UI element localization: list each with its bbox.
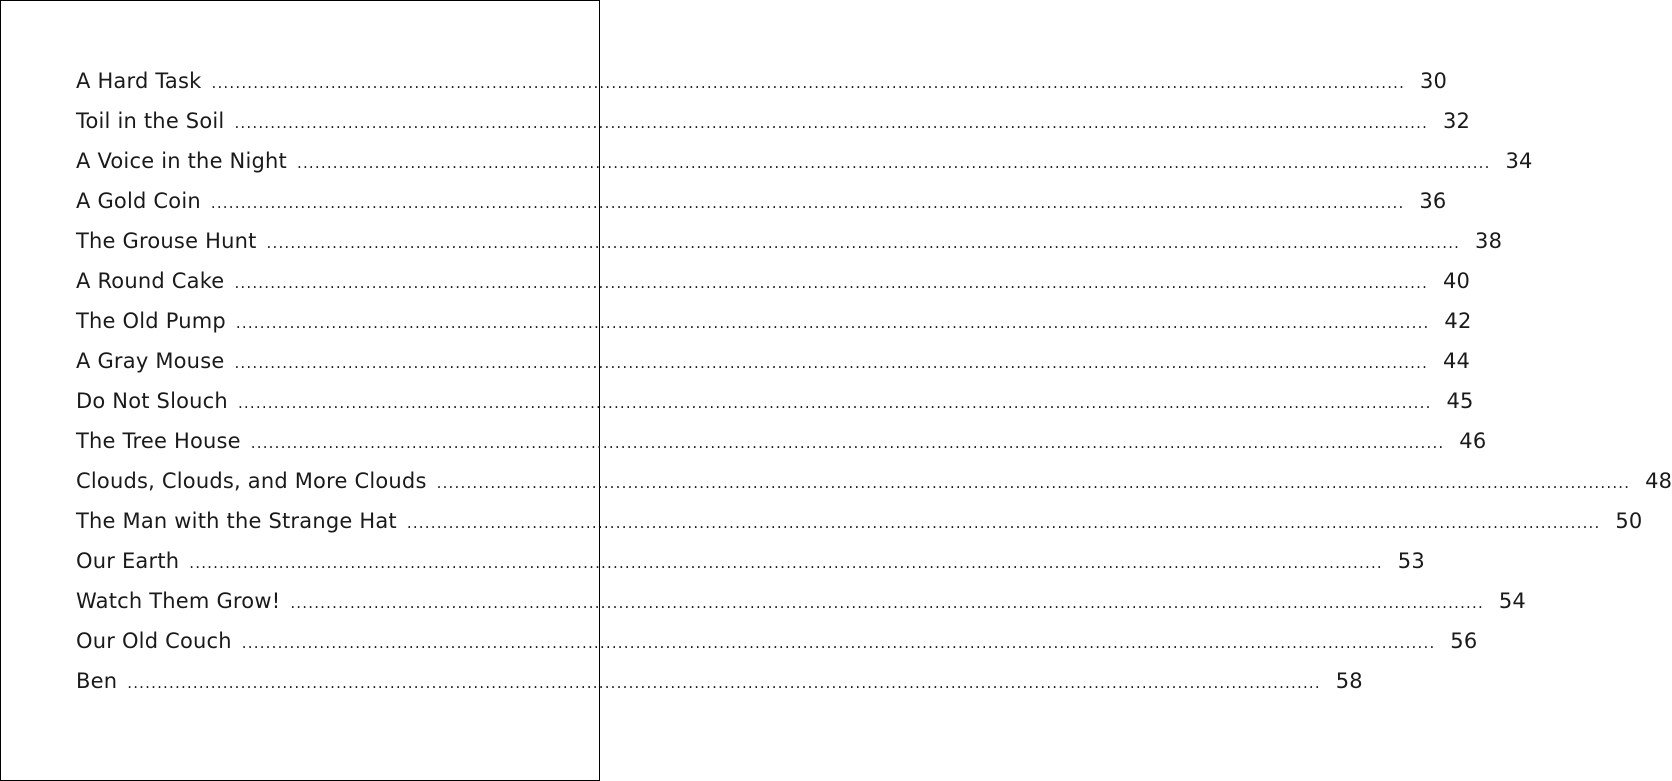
toc-entry-title: The Tree House (76, 429, 241, 453)
toc-entry (76, 629, 1478, 669)
toc-entry-title: Our Earth (76, 549, 180, 573)
toc-dot-leader: ........................................................................................................................................................................................................ (211, 74, 1406, 92)
toc-entry (76, 229, 1503, 269)
toc-dot-leader: ........................................................................................................................................................................................................ (406, 514, 1601, 532)
toc-entry-title: A Voice in the Night (76, 149, 287, 173)
toc-entry-page: 34 (1505, 149, 1533, 173)
toc-entry-title: A Hard Task (76, 69, 202, 93)
toc-entry (76, 429, 1487, 469)
toc-entry-title: A Round Cake (76, 269, 225, 293)
toc-entry-title: Our Old Couch (76, 629, 232, 653)
toc-entry-page: 53 (1397, 549, 1425, 573)
toc-entry-page: 45 (1446, 389, 1474, 413)
toc-entry (76, 589, 1526, 629)
toc-entry-title: Watch Them Grow! (76, 589, 281, 613)
toc-entry-page: 42 (1444, 309, 1472, 333)
toc-entry-page: 36 (1419, 189, 1447, 213)
toc-dot-leader: ........................................................................................................................................................................................................ (235, 314, 1430, 332)
toc-entry-title: The Old Pump (76, 309, 226, 333)
toc-entry-title: The Grouse Hunt (76, 229, 257, 253)
toc-entry-page: 44 (1442, 349, 1471, 373)
toc-entry-title: The Man with the Strange Hat (76, 509, 397, 533)
toc-entry (76, 269, 1471, 309)
toc-entry (76, 509, 1643, 549)
toc-entry (76, 109, 1471, 149)
toc-dot-leader: ........................................................................................................................................................................................................ (266, 234, 1461, 252)
toc-entry (76, 349, 1471, 389)
toc-entry-title: A Gray Mouse (76, 349, 225, 373)
toc-entry-page: 54 (1498, 589, 1526, 613)
toc-entry-page: 48 (1645, 469, 1672, 493)
toc-dot-leader: ........................................................................................................................................................................................................ (127, 674, 1321, 692)
toc-entry (76, 469, 1672, 509)
toc-entry (76, 149, 1533, 189)
toc-dot-leader: ........................................................................................................................................................................................................ (296, 154, 1491, 172)
toc-dot-leader: ........................................................................................................................................................................................................ (210, 194, 1405, 212)
toc-entry-page: 30 (1420, 69, 1448, 93)
toc-entry-page: 50 (1615, 509, 1643, 533)
toc-entry-page: 32 (1442, 109, 1471, 133)
toc-entry (76, 69, 1448, 109)
toc-entry (76, 549, 1425, 589)
toc-entry-title: Do Not Slouch (76, 389, 228, 413)
toc-dot-leader: ........................................................................................................................................................................................................ (189, 554, 1383, 572)
toc-dot-leader: ........................................................................................................................................................................................................ (250, 434, 1445, 452)
toc-entry-title: Ben (76, 669, 118, 693)
toc-entry-title: Toil in the Soil (76, 109, 225, 133)
toc-dot-leader: ........................................................................................................................................................................................................ (234, 354, 1429, 372)
toc-dot-leader: ........................................................................................................................................................................................................ (241, 634, 1436, 652)
toc-entry-page: 38 (1475, 229, 1503, 253)
toc-dot-leader: ........................................................................................................................................................................................................ (237, 394, 1432, 412)
toc-entry (76, 389, 1474, 429)
toc-entry-page: 58 (1335, 669, 1363, 693)
toc-entry-title: Clouds, Clouds, and More Clouds (76, 469, 427, 493)
toc-entry-page: 56 (1450, 629, 1478, 653)
table-of-contents (76, 69, 1672, 709)
toc-entry-title: A Gold Coin (76, 189, 201, 213)
toc-dot-leader: ........................................................................................................................................................................................................ (290, 594, 1484, 612)
toc-dot-leader: ........................................................................................................................................................................................................ (234, 274, 1429, 292)
toc-dot-leader: ........................................................................................................................................................................................................ (436, 474, 1631, 492)
toc-entry (76, 669, 1363, 709)
toc-dot-leader: ........................................................................................................................................................................................................ (234, 114, 1429, 132)
toc-entry (76, 309, 1472, 349)
toc-entry (76, 189, 1447, 229)
toc-entry-page: 40 (1442, 269, 1471, 293)
toc-entry-page: 46 (1459, 429, 1487, 453)
